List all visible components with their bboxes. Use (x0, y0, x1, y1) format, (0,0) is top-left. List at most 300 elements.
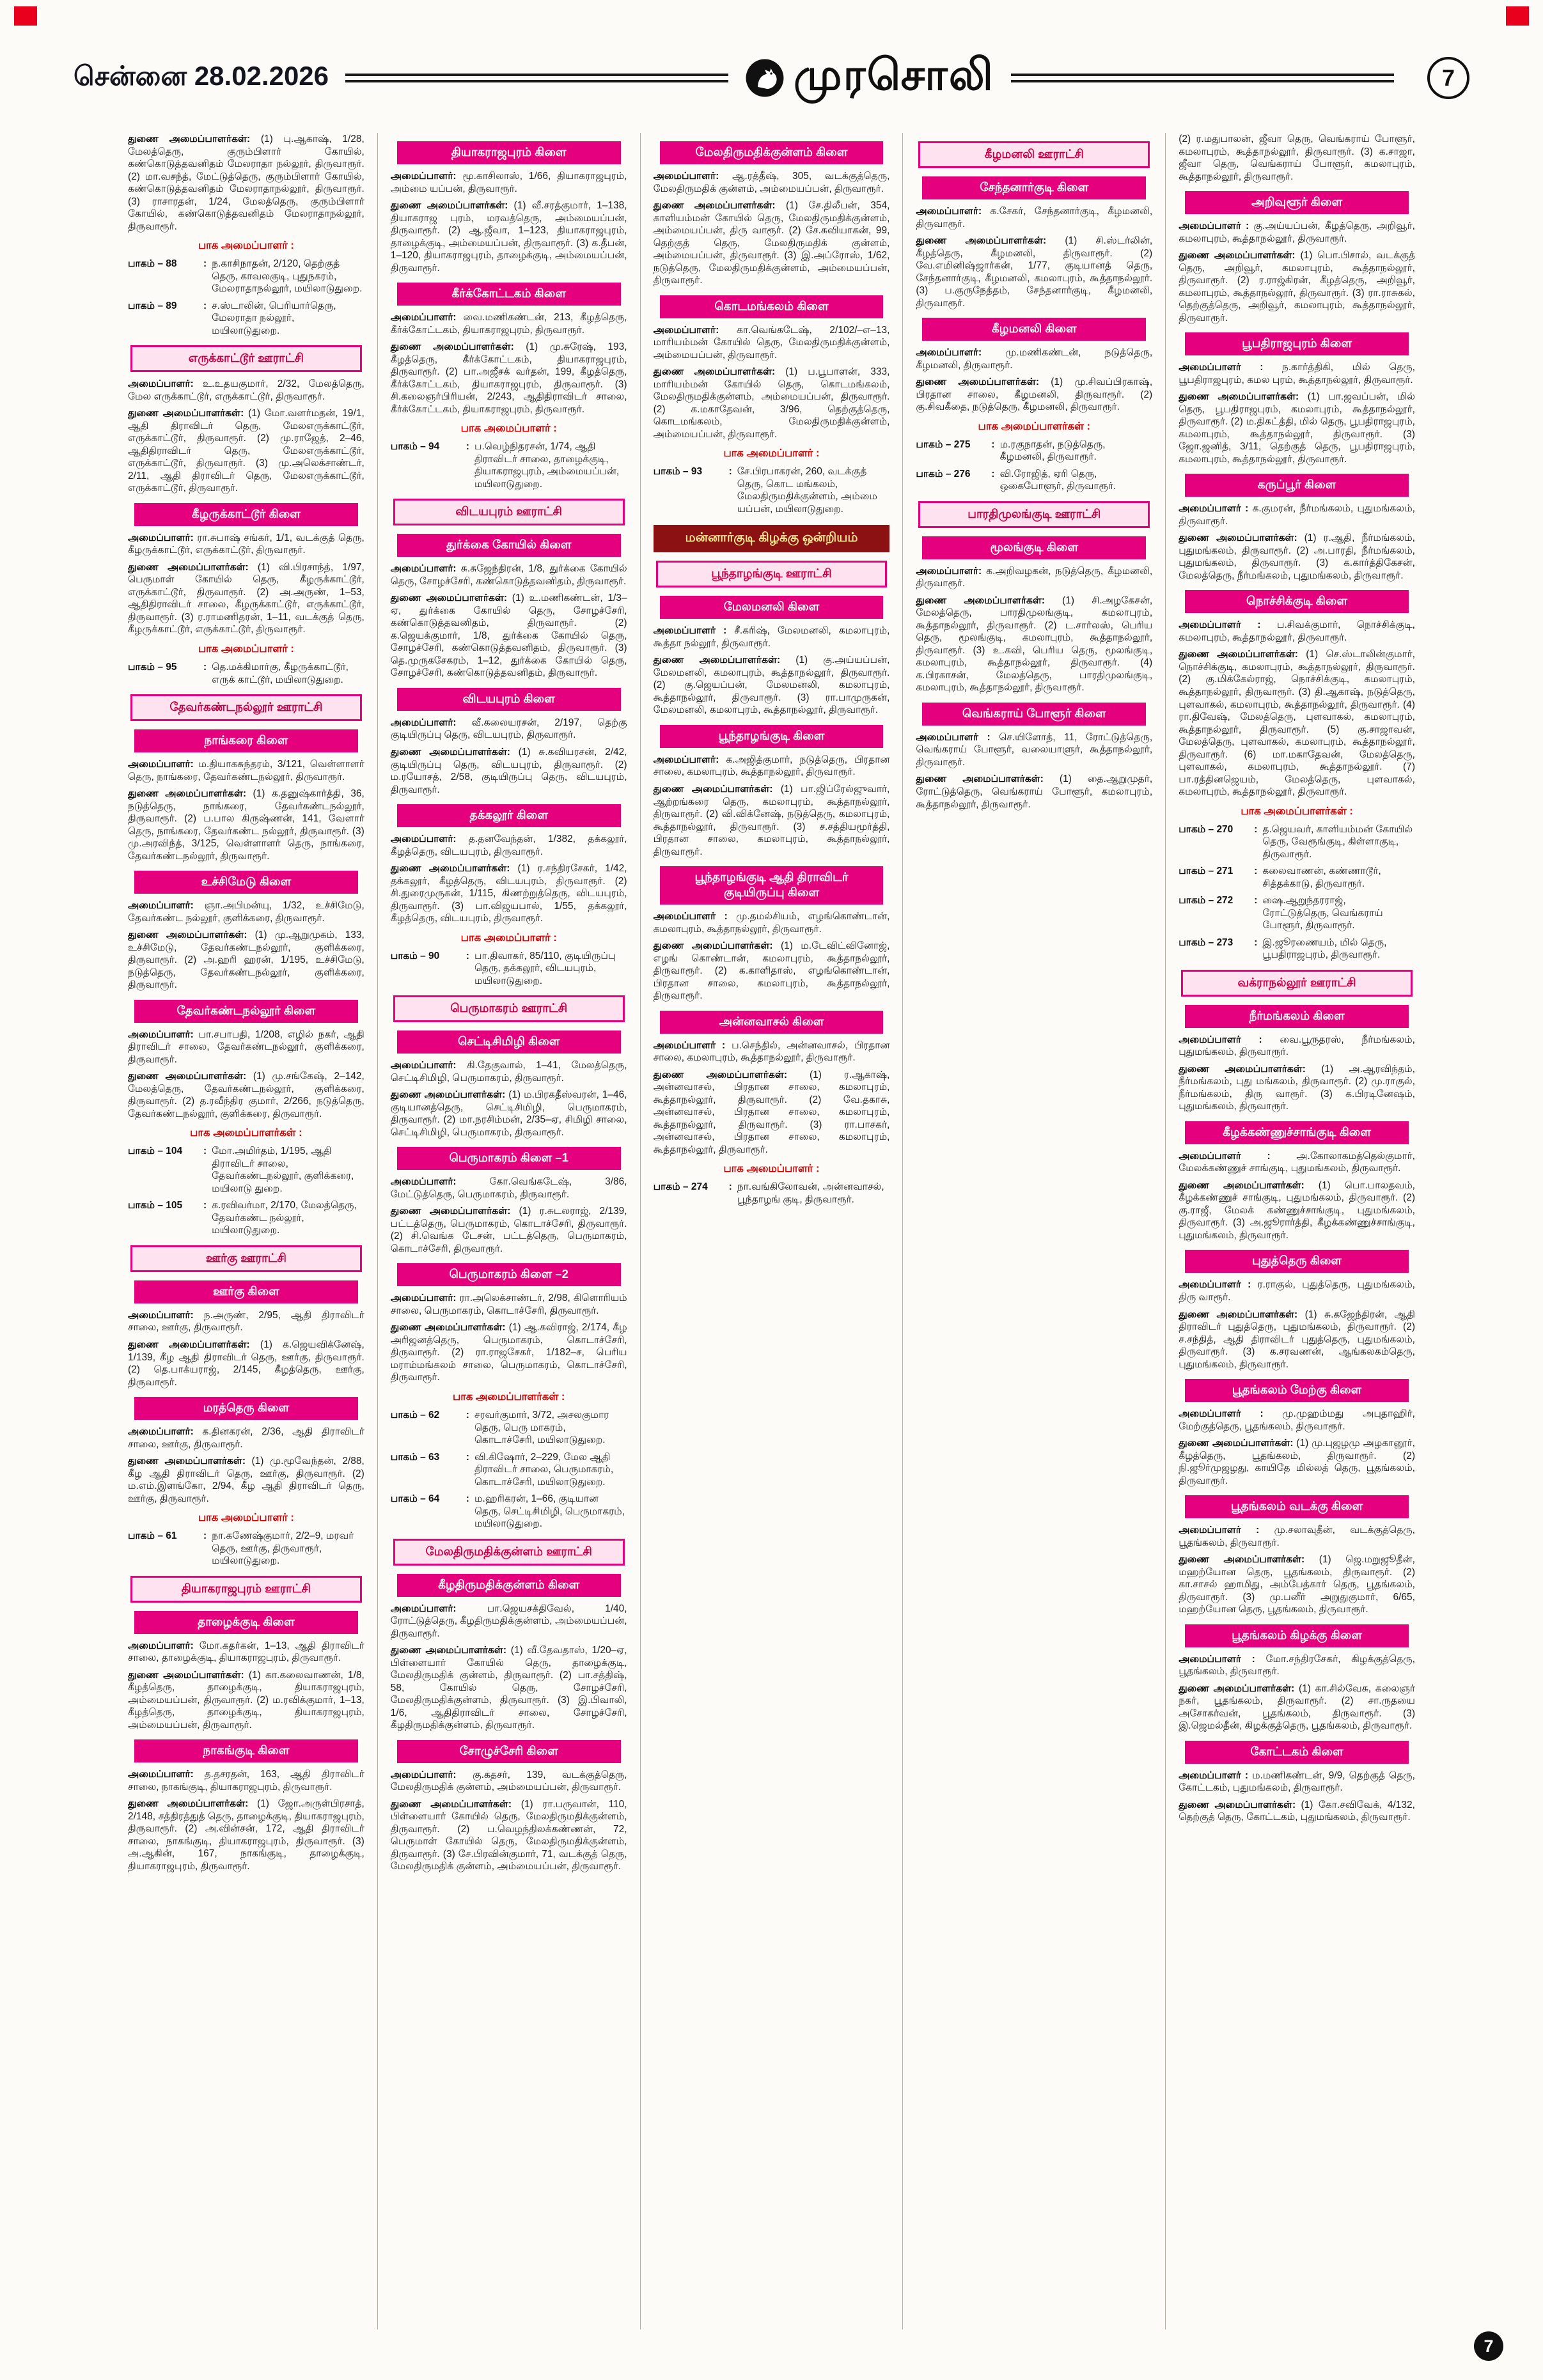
ward-separator: : (1254, 823, 1258, 835)
ward-text: நா.வங்கிலோவன், அன்னவாசல், பூந்தாழங் குடி, திருவாரூர். (737, 1181, 884, 1205)
ward-number: பாகம் – 94 (390, 441, 440, 453)
body-paragraph (391, 1603, 627, 1640)
paragraph-lead: துணை அமைப்பாளர்கள்: (653, 1069, 788, 1080)
body-paragraph (1179, 361, 1415, 386)
ward-text: த.ஜெயவர், காளியம்மன் கோயில் தெரு, வேரூங்குடி, கிள்ளாகுடி, திருவாரூர். (1262, 823, 1413, 860)
paragraph-lead: துணை அமைப்பாளர்கள்: (653, 366, 776, 378)
body-paragraph (1179, 1683, 1415, 1732)
paragraph-lead: அமைப்பாளர்: (128, 1309, 194, 1321)
body-paragraph (391, 592, 627, 680)
paragraph-lead: துணை அமைப்பாளர்கள்: (390, 1798, 512, 1810)
paragraph-lead: துணை அமைப்பாளர்கள்: (128, 1456, 246, 1467)
paragraph-lead: அமைப்பாளர் : (1179, 1150, 1271, 1162)
body-paragraph (391, 717, 627, 742)
ward-row (654, 1181, 890, 1206)
ward-row (1179, 937, 1415, 961)
paragraph-lead: துணை அமைப்பாளர்கள்: (1179, 649, 1298, 660)
part-organizer-subheader: பாக அமைப்பாளர் : (460, 931, 557, 944)
column-5 (1165, 133, 1415, 2329)
ward-separator: : (203, 300, 207, 311)
part-organizer-subheader: பாக அமைப்பாளர் : (198, 240, 294, 252)
section-header-panchayat: பாரதிமுலங்குடி ஊராட்சி (918, 501, 1150, 528)
paragraph-lead: துணை அமைப்பாளர்கள்: (390, 1645, 507, 1656)
paragraph-lead: அமைப்பாளர்: (128, 1769, 194, 1780)
paragraph-lead: அமைப்பாளர் : (653, 911, 728, 922)
body-paragraph (391, 1644, 627, 1732)
paragraph-lead: துணை அமைப்பாளர்கள்: (916, 595, 1046, 606)
column-1 (128, 133, 377, 2329)
body-paragraph (1179, 1799, 1415, 1824)
paragraph-lead: துணை அமைப்பாளர்கள்: (390, 593, 508, 604)
paragraph-lead: துணை அமைப்பாளர்கள்: (1179, 1799, 1296, 1810)
paragraph-text: (1) சி.அழகேசன், மேலத்தெரு, பாரதிமுலங்குடி, கமலாபுரம், கூத்தாநல்லூர், திருவாரூர். (2) ட.சார்லஸ், பெரிய தெரு, மூலங்குடி, கமலாபுரம், கூத்தாநல்லூர், திருவாரூர். (3) உ.கவி, பெரிய தெரு, மூலங்குடி, கமலாபுரம், கூத்தாநல்லூர், திருவாரூர். (4) க.பிரகாசன், மேலத்தெரு, பாரதிமுலங்குடி, கமலாபுரம், கூத்தாநல்லூர், திருவாரூர். (916, 595, 1153, 694)
part-organizer-subheader: பாக அமைப்பாளர் : (198, 642, 294, 655)
body-paragraph (391, 1321, 627, 1384)
ward-number: பாகம் – 270 (1179, 823, 1234, 835)
body-paragraph (654, 940, 890, 1002)
body-paragraph (391, 862, 627, 925)
paragraph-lead: அமைப்பாளர்: (390, 1603, 457, 1614)
paragraph-lead: துணை அமைப்பாளர்கள்: (653, 655, 781, 666)
section-header-panchayat: பூந்தாழங்குடி ஊராட்சி (656, 561, 888, 587)
paragraph-text: (1) மு.புஜழமு அழகானூர், கீழத்தெரு, பூதங்கலம், திருவாரூர். (2) நி.ஜூர்முஜழது, காயிதே மில்லத் தெரு, பூதங்கலம், திருவாரூர். (1179, 1438, 1415, 1486)
column-2 (377, 133, 640, 2329)
body-paragraph (654, 366, 890, 440)
body-paragraph (391, 1205, 627, 1255)
ward-row (391, 1493, 627, 1530)
paragraph-text: மு.மணிகண்டன், நடுத்தெரு, கீழமனலி, திருவாரூர். (916, 347, 1153, 371)
paragraph-lead: அமைப்பாளர் : (1179, 362, 1264, 373)
body-paragraph (128, 1798, 364, 1872)
ward-row (128, 258, 364, 295)
paragraph-lead: துணை அமைப்பாளர்கள்: (1179, 250, 1296, 261)
body-paragraph (916, 565, 1152, 590)
edition-city-date: சென்னை 28.02.2026 (74, 61, 329, 91)
ward-separator: : (203, 1200, 207, 1211)
body-paragraph (654, 654, 890, 717)
body-paragraph (1179, 391, 1415, 465)
paragraph-text: (1) மு.சிவப்பிரகாஷ், பிரதான சாலை, கீழமனலி, திருவாரூர். (2) கு.சிவகீதை, நடுத்தெரு, கீழமனலி, திருவாரூர். (916, 377, 1153, 413)
section-header-panchayat: தியாகராஜபுரம் ஊராட்சி (130, 1576, 362, 1603)
ward-row (654, 465, 890, 515)
part-organizer-subheader: பாக அமைப்பாளர்கள் : (978, 420, 1091, 432)
paragraph-lead: அமைப்பாளர்: (916, 347, 982, 359)
ward-number: பாகம் – 61 (128, 1530, 177, 1542)
body-paragraph (916, 376, 1152, 414)
paragraph-text: ஞா.அபிமன்யு, 1/32, உச்சிமேடு, தேவர்கண்ட நல்லூர், குளிக்கரை, திருவாரூர். (128, 900, 364, 924)
paragraph-text: (1) கோ.சவிவேக், 4/132, தெற்குத் தெரு, கோட்டகம், புதுமங்கலம், திருவாரூர். (1179, 1799, 1415, 1823)
ward-separator: : (728, 466, 732, 478)
paragraph-lead: அமைப்பாளர்: (390, 171, 457, 182)
paragraph-lead: அமைப்பாளர்: (390, 834, 457, 845)
section-header-branch: சோழுச்சேரி கிளை (397, 1740, 621, 1763)
ward-separator: : (203, 661, 207, 673)
ward-text: நா.கணேஷ்குமார், 2/2–9, மரவர் தெரு, ஊர்கு, திருவாரூர், மயிலாடுதுறை. (212, 1530, 354, 1567)
murasoli-rooster-logo-icon (745, 58, 785, 98)
paragraph-text: (1) மு.சுரேஷ், 193, கீழத்தெரு, கீர்க்கோட்டகம், தியாகராஜபுரம், திருவாரூர். (2) பா.அஜீசக் வர்தன், 199, கீழத்தெரு, கீர்க்கோட்டகம், தியாகராஜபுரம், திருவாரூர். (3) சி.கலைஞர்பிரியன், 2/243, ஆதிதிராவிடர் சாலை, கீர்க்கோட்டகம், தியாகராஜபுரம், திருவாரூர். (390, 341, 627, 415)
paragraph-lead: துணை அமைப்பாளர்கள்: (390, 1206, 511, 1217)
paragraph-text: (1) செ.ஸ்டாலின்குமார், நொச்சிக்குடி, கமலாபுரம், கூத்தாநல்லூர், திருவாரூர். (2) கு.மிக்கேல்ராஜ், நொச்சிக்குடி, கமலாபுரம், கூத்தாநல்லூர், திருவாரூர். (3) தி.ஆகாஷ், நடுத்தெரு, புளவாகல், கமலாபுரம், கூத்தாநல்லூர், திருவாரூர். (4) ரா.திவேஷ், மேலத்தெரு, புளவாகல், கமலாபுரம், கூத்தாநல்லூர், திருவாரூர். (5) கு.சாஜாவன், மேலத்தெரு, புளவாகல், கமலாபுரம், கூத்தாநல்லூர், திருவாரூர். (6) மா.மகாதேவன், மேலத்தெரு, புளவாகல், கமலாபுரம், கூத்தாநல்லூர். (7) பா.ரத்தினஜெயம், மேலத்தெரு, புளவாகல், கமலாபுரம், கூத்தாநல்லூர், திருவாரூர். (1179, 649, 1415, 798)
corner-registration-mark-right (1506, 6, 1529, 26)
paragraph-text: (1) மோ.வளர்மதன், 19/1, ஆதி திராவிடர் தெரு, மேலஎருக்காட்டூர், எருக்காட்டூர், திருவாரூர். (2) மு.ராஜேத், 2–46, ஆதிதிராவிடர் தெரு, மேலஎருக்காட்டூர், எருக்காட்டூர், திருவாரூர். (3) மு.அலெக்சாண்டர், 2/11, ஆதி திராவிடர் தெரு, மேலஎருக்காட்டூர், எருக்காட்டூர், திருவாரூர். (128, 408, 364, 494)
section-header-branch: பூதங்கலம் மேற்கு கிளை (1185, 1379, 1409, 1402)
paragraph-text: (1) ஆ.கவிராஜ், 2/174, கீழ அரிஜனத்தெரு, பெருமாகரம், கொடாச்சேரி, திருவாரூர். (2) ரா.ராஜசேகர், 1/182–ச, பெரிய மராம்மங்கலம் சாலை, பெருமாகரம், கொடாச்சேரி, திருவாரூர். (390, 1322, 627, 1383)
paragraph-text: (1) தை.ஆறுமுதர், ரோட்டுத்தெரு, வெங்கராய் போளூர், கமலாபுரம், கூத்தாநல்லூர், திருவாரூர். (916, 774, 1153, 810)
ward-text: கலைவாணன், கண்ணாடூர், சித்தக்காடு, திருவாரூர். (1262, 866, 1381, 889)
body-paragraph (128, 1029, 364, 1066)
paragraph-lead: அமைப்பாளர்: (390, 563, 457, 575)
body-paragraph (391, 1089, 627, 1139)
column-4 (902, 133, 1165, 2329)
paragraph-text: (1) உ.மணிகண்டன், 1/3–ஏ, துர்க்கை கோயில் தெரு, சோழச்சேரி, கண்கொடுத்தவனிதம், திருவாரூர். (2) க.ஜெயக்குமார், 1/8, துர்க்கை கோயில் தெரு, சோழச்சேரி, கண்கொடுத்தவனிதம், திருவாரூர். (3) தெ.முருகசேகரம், 1–12, துர்க்கை கோயில் தெரு, சோழச்சேரி, கண்கொடுத்தவனிதம், திருவாரூர். (390, 593, 627, 679)
body-paragraph (1179, 1653, 1415, 1678)
paragraph-lead: அமைப்பாளர்: (128, 378, 194, 390)
section-header-branch: மேலதிருமதிக்குன்ளம் கிளை (660, 141, 884, 164)
ward-row (128, 1199, 364, 1237)
paragraph-lead: அமைப்பாளர் : (1179, 1279, 1251, 1291)
paragraph-lead: அமைப்பாளர்: (128, 759, 194, 770)
body-paragraph (1179, 648, 1415, 798)
body-paragraph (1179, 1179, 1415, 1242)
ward-row (391, 950, 627, 988)
section-header-branch: பூந்தாழங்குடி கிளை (660, 725, 884, 748)
body-paragraph (1179, 1437, 1415, 1487)
body-paragraph (391, 1292, 627, 1317)
ward-row (1179, 823, 1415, 861)
paragraph-text: (1) மு.சங்கேஷ், 2–142, மேலத்தெரு, தேவர்கண்டநல்லூர், குளிக்கரை, திருவாரூர். (2) த.ரவீந்திர குமார், 2/266, நடுத்தெரு, தேவர்கண்டநல்லூர், குளிக்கரை, திருவாரூர். (128, 1071, 364, 1119)
section-header-branch: பூதங்கலம் வடக்கு கிளை (1185, 1495, 1409, 1518)
body-paragraph (391, 199, 627, 274)
paragraph-text: (1) பா.ஜிப்ரேல்ஜுவார், ஆற்றங்கரை தெரு, கமலாபுரம், கூத்தாநல்லூர், திருவாரூர். (2) வி.விக்னேஷ், நடுத்தெரு, கமலாபுரம், கூத்தாநல்லூர், திருவாரூர். (3) ச.சத்தியமூர்த்தி, பிரதான சாலை, கமலாபுரம், கூத்தாநல்லூர், திருவாரூர். (653, 783, 890, 857)
paragraph-lead: அமைப்பாளர் : (1179, 1653, 1255, 1665)
paragraph-text: க.குமரன், நீர்மங்கலம், புதுமங்கலம், திருவாரூர். (1179, 503, 1415, 527)
section-header-branch: துர்க்கை கோயில் கிளை (397, 534, 621, 557)
body-paragraph (1179, 1408, 1415, 1433)
ward-text: ஷை.ஆறுந்தரராஜ், ரோட்டுத்தெரு, வெங்கராய் போளூர், திருவாரூர். (1262, 895, 1383, 931)
paragraph-text: கோ.வெங்கடேஷ், 3/86, மேட்டுத்தெரு, பெருமாகரம், திருவாரூர். (390, 1176, 627, 1200)
body-paragraph (1179, 133, 1415, 183)
body-paragraph (128, 758, 364, 783)
paragraph-text: மு.தமல்சியம், எழங்கொண்டான், கமலாபுரம், கூத்தாநல்லூர், திருவாரூர். (653, 911, 890, 935)
body-paragraph (391, 833, 627, 858)
body-paragraph (391, 1176, 627, 1201)
paragraph-text: க.அஜித்குமார், நடுத்தெரு, பிரதான சாலை, கமலாபுரம், கூத்தாநல்லூர், திருவாரூர். (653, 754, 890, 778)
paragraph-text: ப.செந்தில், அன்னவாசல், பிரதான சாலை, கமலாபுரம், கூத்தாநல்லூர், திருவாரூர். (653, 1039, 890, 1064)
paragraph-text: (2) ர.மதுபாலன், ஜீவா தெரு, வெங்கராய் போளூர், கமலாபுரம், கூத்தாநல்லூர், திருவாரூர். (3) க.சாஜா, ஜீவா தெரு, வெங்கராய் போளூர், கமலாபுரம், கூத்தாநல்லூர், திருவாரூர். (1179, 134, 1415, 182)
paragraph-lead: துணை அமைப்பாளர்கள்: (1179, 1179, 1304, 1191)
paragraph-lead: துணை அமைப்பாளர்கள்: (1179, 391, 1299, 403)
body-paragraph (916, 595, 1152, 694)
section-header-branch: கோட்டகம் கிளை (1185, 1741, 1409, 1764)
columns (128, 133, 1415, 2329)
body-paragraph (654, 910, 890, 935)
paragraph-text: வை.மணிகண்டன், 213, கீழத்தெரு, கீர்க்கோட்டகம், தியாகராஜபுரம், திருவாரூர். (390, 312, 627, 336)
paragraph-lead: அமைப்பாளர்: (916, 206, 982, 217)
paragraph-text: (1) கா.கலைவாணன், 1/8, கீழத்தெரு, தாழைக்குடி, தியாகராஜபுரம், அம்மையப்பன், திருவாரூர். (2) ம.ரவிக்குமார், 1–13, கீழத்தெரு, தாழைக்குடி, தியாகராஜபுரம், அம்மையப்பன், திருவாரூர். (128, 1669, 364, 1731)
paragraph-text: ம.தியாகசுந்தரம், 3/121, வெள்ளாளர் தெரு, நாங்கரை, தேவர்கண்டநல்லூர், திருவாரூர். (128, 759, 364, 782)
paragraph-text: கி.தேகுவால், 1–41, மேலத்தெரு, செட்டிசிமிழி, பெருமாகரம், திருவாரூர். (390, 1060, 627, 1084)
paragraph-text: த.தசரதன், 163, ஆதி திராவிடர் சாலை, நாகங்குடி, தியாகராஜபுரம், திருவாரூர். (128, 1769, 364, 1793)
body-paragraph (128, 1070, 364, 1120)
paragraph-text: (1) பு.ஆகாஷ், 1/28, மேலத்தெரு, குரும்பிளார் கோயில், கண்கொடுத்தவனிதம் மேலராதா நல்லூர், திருவாரூர். (2) மா.வசந்த், மேட்டுத்தெரு, குரும்பிளார் கோயில், கண்கொடுத்தவனிதம் மேலராதாநல்லூர், திருவாரூர். (3) ராசாரதன், 1/24, மேலத்தெரு, குரும்பிளார் கோயில், கண்கொடுத்தவனிதம் மேலராதாநல்லூர், திருவாரூர். (128, 134, 364, 232)
ward-number: பாகம் – 271 (1179, 866, 1234, 877)
ward-text: பா.திவாகர், 85/110, குடியிருப்பு தெரு, தக்கலூர், விடயபுரம், மயிலாடுதுறை. (474, 950, 616, 986)
ward-row (1179, 894, 1415, 932)
body-paragraph (1179, 532, 1415, 582)
paragraph-text: வை.பூருதரஸ், நீர்மங்கலம், புதுமங்கலம், திருவாரூர். (1179, 1034, 1415, 1058)
paragraph-lead: துணை அமைப்பாளர்கள்: (390, 341, 514, 353)
body-paragraph (391, 341, 627, 416)
paragraph-lead: அமைப்பாளர் : (1179, 619, 1261, 631)
ward-separator: : (203, 1530, 207, 1542)
body-paragraph (1179, 1769, 1415, 1794)
paragraph-text: (1) க.ஜெயவிக்னேஷ், 1/139, கீழ ஆதி திராவிடர் தெரு, ஊர்கு, திருவாரூர். (2) தெ.பாக்யராஜ், 2/145, கீழத்தெரு, ஊர்கு, திருவாரூர். (128, 1339, 364, 1388)
masthead-rule-right (1011, 74, 1394, 82)
section-header-panchayat: எருக்காட்டூர் ஊராட்சி (130, 345, 362, 372)
ward-number: பாகம் – 90 (390, 950, 440, 961)
paragraph-text: க.தினகரன், 2/36, ஆதி திராவிடர் சாலை, ஊர்கு, திருவாரூர். (128, 1426, 364, 1450)
paragraph-lead: அமைப்பாளர்: (128, 900, 194, 912)
paragraph-lead: துணை அமைப்பாளர்கள்: (1179, 533, 1297, 544)
paragraph-lead: துணை அமைப்பாளர்கள்: (390, 1322, 506, 1334)
ward-separator: : (466, 441, 469, 453)
body-paragraph (128, 1309, 364, 1334)
paragraph-text: (1) ப.பூபாளன், 333, மாரியம்மன் கோயில் தெரு, கொடமங்கலம், மேலதிருமதிக்குன்ளம், அம்மையப்பன், திருவாரூர். (2) க.மகாதேவன், 3/96, தெற்குத்தெரு, கொடமங்கலம், மேலதிருமதிக்குன்ளம், அம்மையப்பன், திருவாரூர். (653, 366, 890, 440)
body-paragraph (391, 1798, 627, 1873)
ward-separator: : (991, 468, 995, 479)
section-header-branch: மரத்தெரு கிளை (134, 1397, 358, 1420)
section-header-branch: கீழக்கண்ணுச்சாங்குடி கிளை (1185, 1121, 1409, 1144)
paragraph-lead: அமைப்பாளர்: (390, 1769, 457, 1780)
paragraph-lead: துணை அமைப்பாளர்கள்: (916, 377, 1040, 388)
body-paragraph (654, 170, 890, 195)
section-header-branch: பெருமாகரம் கிளை –1 (397, 1147, 621, 1170)
part-organizer-subheader: பாக அமைப்பாளர் : (198, 1512, 294, 1524)
section-header-branch: பூபதிராஜபுரம் கிளை (1185, 332, 1409, 355)
paragraph-lead: துணை அமைப்பாளர்கள்: (128, 1339, 250, 1350)
body-paragraph (1179, 220, 1415, 245)
corner-registration-mark-left (14, 6, 37, 26)
body-paragraph (654, 754, 890, 779)
paragraph-text: அ.கோலாகமத்தெல்குமார், மேலக்கண்ணுச் சாங்குடி, புதுமங்கலம், திருவாரூர். (1179, 1150, 1415, 1174)
ward-row (128, 1530, 364, 1567)
paragraph-lead: அமைப்பாளர்: (390, 717, 457, 728)
ward-number: பாகம் – 104 (128, 1146, 183, 1157)
paragraph-lead: துணை அமைப்பாளர்கள்: (1179, 1309, 1298, 1320)
part-organizer-subheader: பாக அமைப்பாளர் : (723, 1163, 820, 1175)
paragraph-text: (1) சே.திலீபன், 354, காளியம்மன் கோயில் தெரு, மேலதிருமதிக்குன்ளம், அம்மையப்பன், திரு வாரூர். (2) சே.சுவியாகன், 99, தெற்குத் தெரு, மேலதிருமதிக் குன்ளம், அம்மையப்பன், திருவாரூர். (3) இ.அப்ரோஸ், 1/62, நடுத்தெரு, மேலதிருமதிக்குன்ளம், அம்மையப்பன், திருவாரூர். (653, 200, 890, 286)
paragraph-text: (1) ம.பிரகதீஸ்வரன், 1–46, குடியானத்தெரு, செட்டிசிமிழி, பெருமாகரம், திருவாரூர். (2) மா.நரசிம்மன், 2/35–ஏ, சிமிழி சாலை, செட்டிசிமிழி, பெருமாகரம், திருவாரூர். (390, 1089, 627, 1138)
paragraph-lead: துணை அமைப்பாளர்கள்: (653, 940, 773, 952)
section-header-branch: தாழைக்குடி கிளை (134, 1611, 358, 1634)
ward-row (128, 300, 364, 338)
paragraph-lead: அமைப்பாளர்: (128, 1029, 194, 1040)
ward-separator: : (466, 1451, 469, 1463)
paragraph-text: ர.ராகுல், புதுத்தெரு, புதுமங்கலம், திரு வாரூர். (1179, 1279, 1415, 1303)
ward-text: ம.ரகுநாதன், நடுத்தெரு, கீழமனலி, திருவாரூர். (999, 439, 1106, 463)
ward-text: ந.காசிநாதன், 2/120, தெற்குத் தெரு, காவலகுடி, புதுநகரம், மேலராதாநல்லூர், மயிலாடுதுறை. (212, 258, 363, 295)
paragraph-lead: துணை அமைப்பாளர்கள்: (653, 200, 776, 212)
body-paragraph (1179, 1279, 1415, 1303)
paragraph-lead: அமைப்பாளர்: (653, 324, 719, 336)
body-paragraph (916, 773, 1152, 811)
ward-number: பாகம் – 95 (128, 661, 177, 673)
body-paragraph (391, 1059, 627, 1084)
paragraph-text: செ.யிளோத், 11, ரோட்டுத்தெரு, வெங்கராய் போளூர், வலையாளுர், கூத்தாநல்லூர், திருவாரூர். (916, 731, 1153, 768)
newspaper-title: முரசொலி (794, 51, 995, 99)
body-paragraph (916, 205, 1152, 230)
paragraph-lead: அமைப்பாளர்: (128, 532, 194, 543)
paragraph-lead: துணை அமைப்பாளர்கள்: (1179, 1063, 1306, 1075)
body-paragraph (654, 1039, 890, 1064)
ward-number: பாகம் – 276 (916, 468, 971, 479)
body-paragraph (128, 1455, 364, 1505)
ward-separator: : (1254, 937, 1258, 948)
section-header-branch: தியாகராஜபுரம் கிளை (397, 141, 621, 164)
section-header-branch: வெங்கராய் போளூர் கிளை (922, 703, 1146, 726)
body-paragraph (1179, 1150, 1415, 1175)
paragraph-text: (1) ர.ஆதி, நீர்மங்கலம், புதுமங்கலம், திருவாரூர். (2) அ.பாரதி, நீர்மங்கலம், புதுமங்கலம், திருவாரூர். (3) க.கார்த்திகேசன், மேலத்தெரு, நீர்மங்கலம், புதுமங்கலம், திருவாரூர். (1179, 533, 1415, 581)
paragraph-text: (1) மு.ஆறுமுகம், 133, உச்சிமேடு, தேவர்கண்டநல்லூர், குளிக்கரை, திருவாரூர். (2) அ.ஹரி ஹரன், 1/195, உச்சிமேடு, நடுத்தெரு, தேவர்கண்டநல்லூர், குளிக்கரை, திருவாரூர். (128, 929, 364, 991)
paragraph-text: (1) ரா.பருவான், 110, பிள்ளையார் கோயில் தெரு, மேலதிருமதிக்குன்ளம், திருவாரூர். (2) ப.வெழந்திலக்கண்ணன், 72, பெருமாள் கோயில் தெரு, மேலதிருமதிக்குன்ளம், திருவாரூர். (3) சே.பிரவின்குமார், 71, வடக்குத் தெரு, மேலதிருமதிக் குன்ளம், அம்மையப்பன், திருவாரூர். (390, 1798, 627, 1872)
ward-number: பாகம் – 64 (390, 1493, 440, 1505)
paragraph-lead: அமைப்பாளர் : (1179, 1769, 1249, 1781)
body-paragraph (1179, 1034, 1415, 1059)
ward-row (916, 468, 1152, 493)
union-band: மன்னார்குடி கிழக்கு ஒன்றியம் (654, 525, 890, 552)
ward-text: க.ரவிவர்மா, 2/170, மேலத்தெரு, தேவர்கண்ட நல்லூர், மயிலாடுதுறை. (212, 1200, 357, 1236)
body-paragraph (128, 133, 364, 233)
ward-row (128, 1145, 364, 1195)
paragraph-text: உ.உதயகுமார், 2/32, மேலத்தெரு, மேல எருக்காட்டூர், எருக்காட்டூர், திருவாரூர். (128, 378, 364, 402)
section-header-branch: விடயபுரம் கிளை (397, 688, 621, 711)
ward-number: பாகம் – 63 (390, 1451, 440, 1463)
paragraph-text: ப.சிவக்குமார், நொச்சிக்குடி, கமலாபுரம், கூத்தாநல்லூர், திருவாரூர். (1179, 619, 1415, 643)
part-organizer-subheader: பாக அமைப்பாளர்கள் : (1241, 805, 1353, 817)
paragraph-text: (1) சு.கவியரசன், 2/42, குடியிருப்பு தெரு, விடயபுரம், திருவாரூர். (2) ம.ரயோசத், 2/58, குடியிருப்பு தெரு, விடயபுரம், திருவாரூர். (390, 746, 627, 795)
body-paragraph (128, 1768, 364, 1793)
ward-number: பாகம் – 275 (916, 439, 971, 450)
body-paragraph (1179, 1309, 1415, 1371)
paragraph-lead: துணை அமைப்பாளர்கள்: (390, 863, 510, 875)
paragraph-lead: துணை அமைப்பாளர்கள்: (916, 235, 1047, 247)
section-header-branch: கொடமங்கலம் கிளை (660, 295, 884, 318)
paragraph-lead: அமைப்பாளர் : (653, 1039, 726, 1051)
ward-number: பாகம் – 273 (1179, 937, 1234, 948)
masthead-rule-left (345, 74, 728, 82)
ward-separator: : (203, 258, 207, 270)
section-header-branch: நாங்கரை கிளை (134, 729, 358, 752)
ward-number: பாகம் – 62 (390, 1410, 440, 1420)
section-header-branch: கீழமனலி கிளை (922, 318, 1146, 341)
section-header-branch: புதுத்தெரு கிளை (1185, 1250, 1409, 1273)
section-header-panchayat: பெருமாகரம் ஊராட்சி (393, 995, 625, 1022)
paragraph-text: ந.அருண், 2/95, ஆதி திராவிடர் சாலை, ஊர்கு, திருவாரூர். (128, 1309, 364, 1334)
paragraph-lead: அமைப்பாளர்: (128, 1426, 194, 1438)
section-header-branch: பூதங்கலம் கிழக்கு கிளை (1185, 1624, 1409, 1647)
body-paragraph (1179, 1063, 1415, 1113)
paragraph-lead: துணை அமைப்பாளர்கள்: (916, 774, 1044, 785)
section-header-branch: கருப்பூர் கிளை (1185, 474, 1409, 497)
paragraph-text: மூ.காசிலாஸ், 1/66, தியாகராஜபுரம், அம்மை யப்பன், திருவாரூர். (390, 171, 627, 194)
paragraph-lead: அமைப்பாளர் : (653, 625, 727, 637)
body-paragraph (654, 783, 890, 858)
ward-row (916, 439, 1152, 463)
paragraph-lead: துணை அமைப்பாளர்கள்: (128, 929, 247, 941)
body-paragraph (1179, 249, 1415, 324)
body-paragraph (128, 407, 364, 495)
section-header-branch: கீர்க்கோட்டகம் கிளை (397, 283, 621, 306)
paragraph-text: சு.சுஜேந்திரன், 1/8, துர்க்கை கோயில் தெரு, சோழச்சேரி, கண்கொடுத்தவனிதம், திருவாரூர். (390, 563, 627, 587)
body-paragraph (391, 1769, 627, 1794)
paragraph-text: (1) கு.அய்யப்பன், மேலமனலி, கமலாபுரம், கூத்தாநல்லூர், திருவாரூர். (2) கு.ஜெயப்பன், மேலமனலி, கமலாபுரம், கூத்தாநல்லூர், திருவாரூர். (3) ரா.பாமுருகன், மேலமனலி, கமலாபுரம், கூத்தாநல்லூர், திருவாரூர். (653, 655, 890, 716)
part-organizer-subheader: பாக அமைப்பாளர்கள் : (190, 1127, 302, 1139)
paragraph-text: பா.ஜெயசக்திவேல், 1/40, ரோட்டுத்தெரு, கீழதிருமதிக்குன்ளம், அம்மையப்பன், திருவாரூர். (390, 1603, 627, 1639)
ward-separator: : (203, 1146, 207, 1157)
body-paragraph (1179, 1524, 1415, 1549)
paragraph-lead: அமைப்பாளர்: (128, 1640, 194, 1651)
paragraph-text: மு.முஹம்மது அபுதாஹிர், மேற்குத்தெரு, பூதங்கலம், திருவாரூர். (1179, 1408, 1415, 1432)
ward-separator: : (991, 439, 995, 450)
paragraph-lead: அமைப்பாளர் : (1179, 1525, 1260, 1536)
paragraph-lead: துணை அமைப்பாளர்கள்: (390, 200, 508, 212)
ward-row (391, 1451, 627, 1489)
column-3 (640, 133, 903, 2329)
body-paragraph (128, 561, 364, 636)
paragraph-lead: துணை அமைப்பாளர்கள்: (128, 561, 249, 573)
paragraph-text: சீ.கரிஷ், மேலமனலி, கமலாபுரம், கூத்தா நல்லூர், திருவாரூர். (653, 625, 890, 649)
paragraph-text: ரா.அலெக்சாண்டர், 2/98, கிளொரியம் சாலை, பெருமாகரம், கொடாச்சேரி, திருவாரூர். (390, 1293, 627, 1316)
paragraph-lead: அமைப்பாளர் : (1179, 1034, 1262, 1045)
section-header-branch: அன்னவாசல் கிளை (660, 1011, 884, 1034)
section-header-branch: ஊர்கு கிளை (134, 1280, 358, 1303)
section-header-branch: அறிவுளூர் கிளை (1185, 191, 1409, 214)
paragraph-lead: அமைப்பாளர்: (653, 171, 719, 182)
paragraph-text: (1) அ.ஆரவிந்தம், நீர்மங்கலம், புது மங்கலம், திருவாரூர். (2) மு.ராகுல், நீர்மங்கலம், திரு வாரூர். (3) க.பிரடினேஷம், புதுமங்கலம், திருவாரூர். (1179, 1063, 1415, 1112)
paragraph-lead: துணை அமைப்பாளர்கள்: (390, 1089, 506, 1101)
body-paragraph (128, 1426, 364, 1451)
ward-separator: : (466, 1410, 469, 1420)
paragraph-lead: அமைப்பாளர் : (1179, 503, 1249, 515)
section-header-panchayat: தேவர்கண்டநல்லூர் ஊராட்சி (130, 694, 362, 721)
ward-row (391, 1409, 627, 1447)
paragraph-lead: துணை அமைப்பாளர்கள்: (653, 783, 773, 795)
section-header-branch: நாகங்குடி கிளை (134, 1739, 358, 1762)
paragraph-text: (1) ர.சுடலராஜ், 2/139, பட்டத்தெரு, பெருமாகரம், கொடாச்சேரி, திருவாரூர். (2) சி.வெங்க டேசன், பட்டத்தெரு, பெருமாகரம், கொடாச்சேரி, திருவாரூர். (390, 1206, 627, 1254)
paragraph-text: (1) பா.ஜவப்பன், மில் தெரு, பூபதிராஜபுரம், கமலாபுரம், கூத்தாநல்லூர், திருவாரூர். (2) ம.திகட்த்தி, மில் தெரு, பூபதிராஜபுரம், கமலாபுரம், கூத்தாநல்லூர், திருவாரூர். (3) ஜோ.ஜனித், 3/11, தெற்குத் தெரு, பூபதிராஜபுரம், கமலாபுரம், கூத்தாநல்லூர், திருவாரூர். (1179, 391, 1415, 465)
body-paragraph (391, 311, 627, 336)
body-paragraph (128, 1339, 364, 1388)
paragraph-lead: துணை அமைப்பாளர்கள்: (128, 1798, 249, 1810)
body-paragraph (128, 378, 364, 403)
body-paragraph (654, 625, 890, 649)
ward-number: பாகம் – 272 (1179, 895, 1234, 906)
paragraph-lead: அமைப்பாளர்: (390, 1060, 457, 1071)
ward-number: பாகம் – 105 (128, 1200, 183, 1211)
paragraph-text: (1) சி.ஸ்டர்லின், கீழத்தெரு, கீழமனலி, திருவாரூர். (2) வே.எமினிஷ்ஜார்கன், 1/77, குடியானத் தெரு, சேந்தனார்குடி, கீழமனலி, கமலாபுரம், கூத்தாநல்லூர். (3) ப.குருநேத்தம், சேந்தனார்குடி, கீழமனலி, திருவாரூர். (916, 235, 1153, 309)
paragraph-text: (1) சு.கஜேந்திரன், ஆதி திராவிடர் புதுத்தெரு, புதுமங்கலம், திருவாரூர். (2) ச.சந்தித், ஆதி திராவிடர் புதுத்தெரு, புதுமங்கலம், திருவாரூர். (3) க.சரவணன், ஆங்கலகம்தெரு, புதுமங்கலம், திருவாரூர். (1179, 1309, 1415, 1370)
paragraph-text: பா.சபாபதி, 1/208, எழில் நகர், ஆதி திராவிடர் சாலை, தேவர்கண்டநல்லூர், குளிக்கரை, திருவாரூர். (128, 1029, 364, 1065)
paragraph-text: கா.வெங்கடேஷ், 2/102/–எ–13, மாரியம்மன் கோயில் தெரு, மேலதிருமதிக்குன்ளம், அம்மையப்பன், திருவாரூர். (653, 324, 890, 361)
paragraph-text: (1) ர.ஆகாஷ், அன்னவாசல், பிரதான சாலை, கமலாபுரம், கூத்தாநல்லூர், திருவாரூர். (2) வே.தகாசு, அன்னவாசல், பிரதான சாலை, கமலாபுரம், கூத்தாநல்லூர், திருவாரூர். (3) ரா.பாசகர், அன்னவாசல், பிரதான சாலை, கமலாபுரம், கூத்தாநல்லூர், திருவாரூர். (653, 1069, 890, 1155)
paragraph-text: ந.கார்த்திகி, மில் தெரு, பூபதிராஜபுரம், கமல புரம், கூத்தாநல்லூர், திருவாரூர். (1179, 362, 1415, 385)
paragraph-lead: அமைப்பாளர் : (1179, 221, 1249, 232)
ward-separator: : (466, 950, 469, 961)
newspaper-logo (745, 50, 994, 106)
body-paragraph (128, 1640, 364, 1665)
ward-number: பாகம் – 89 (128, 300, 177, 311)
section-header-branch: தேவர்கண்டநல்லூர் கிளை (134, 1000, 358, 1023)
